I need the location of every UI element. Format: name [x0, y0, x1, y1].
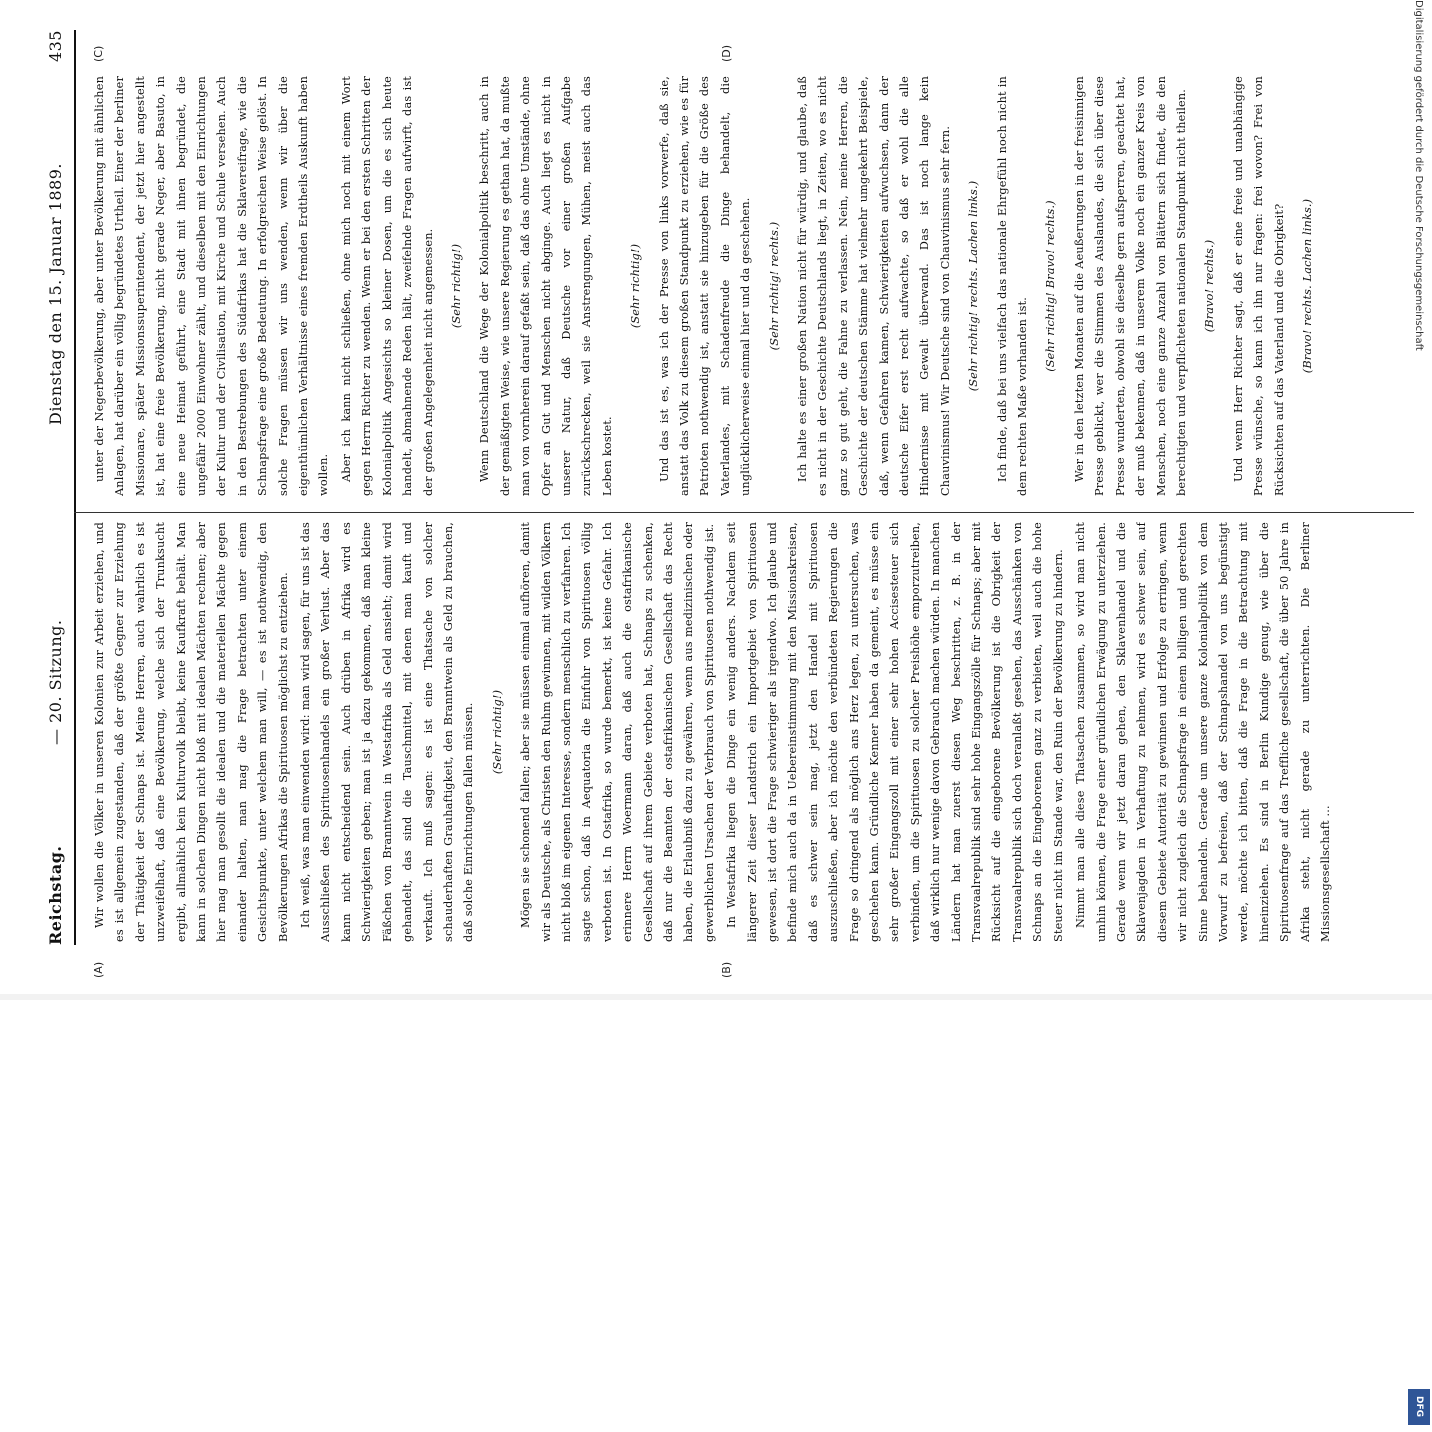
left-paragraph: Wir wollen die Völker in unseren Kolonien zur Arbeit erziehen, und es ist allgemein zugestanden, daß der größte Gegner zur Erziehung der Thätigkeit der Schnaps ist. Meine Herren, auch wahrlich es ist unzweifelhaft, daß eine Bevölkerung, welche sich der Trunksucht ergibt, allmählich kein Kulturvolk bleibt, keine Kaufkraft behält. Man kann in solchen Dingen nicht bloß mit idealen Mächten rechnen; aber hier mag man gesollt die idealen und die materiellen Mächte gegen einander halten, man mag die Frage betrachten unter einem Gesichtspunkte, unter welchem man will, — es ist nothwendig, den Bevölkerungen Afrikas die Spirituosen möglichst zu entziehen.: [93, 522, 290, 942]
left-paragraph: In Westafrika liegen die Dinge ein wenig anders. Nachdem seit längerer Zeit dieser Landstrich ein Importgebiet von Spirituosen gewesen, ist dort die Frage schwieriger als irgendwo. Ich glaube und befinde mich auch da in Uebereinstimmung mit den Missionskreisen, daß es schwer sein mag, jetzt den Handel mit Spirituosen auszuschließen, aber ich möchte den verbündeten Regierungen die Frage so dringend als möglich ans Herz legen, zu untersuchen, was geschehen kann. Gründliche Kenner haben da gemeint, es müsse ein sehr großer Eingangszoll mit einer sehr hohen Accisesteuer sich verbinden, um die Spirituosen zu solcher Preishöhe emporzutreiben, daß wirklich nur wenige davon Gebrauch machen würden. In manchen Ländern hat man zuerst diesen Weg beschritten, z. B. in der Transvaalrepublik sind sehr hohe Eingangszölle für Schnaps; aber mit Rücksicht auf die eingeborene Bevölkerung ist die Obrigkeit der Transvaalrepublik sich doch veranlaßt gesehen, das Ausschänken von Schnaps an die Eingeborenen ganz zu verbieten, weil auch die hohe Steuer nicht im Stande war, den Ruin der Bevölkerung zu hindern.: [725, 522, 1065, 942]
header-date: Dienstag den 15. Januar 1889.: [46, 163, 65, 425]
margin-marker-d: (D): [720, 44, 733, 62]
right-interjection: (Sehr richtig! rechts. Lachen links.): [967, 180, 981, 392]
right-paragraph: Aber ich kann nicht schließen, ohne mich noch mit einem Wort gegen Herrn Richter zu wenden. Wenn er bei den ersten Schritten der Kolonialpolitik Angesichts so kleiner Dosen, um die es sich heute handelt, abmahnende Reden hält, zweifelnde Fragen aufwirft, das ist der großen Angelegenheit nicht angemessen.: [339, 76, 435, 496]
column-divider: [74, 512, 1414, 513]
right-interjection: (Bravo! rechts.): [1203, 239, 1217, 333]
header-title: Reichstag.: [46, 845, 65, 945]
digitization-strip: [1400, 0, 1432, 1432]
right-interjection: (Sehr richtig! rechts.): [767, 221, 781, 351]
right-paragraph: Wenn Deutschland die Wege der Kolonialpolitik beschritt, auch in der gemäßigten Weise, wie unsere Regierung es gethan hat, da mußte man von vornherein darauf gefaßt sein, daß das ohne Umstände, ohne Opfer an Gut und Menschen nicht abginge. Auch liegt es nicht in unserer Natur, daß Deutsche vor einer großen Aufgabe zurückschrecken, weil sie Anstrengungen, Mühen, meist auch das Leben kostet.: [478, 76, 614, 496]
margin-marker-a: (A): [92, 961, 105, 978]
right-paragraph: Ich finde, daß bei uns vielfach das nationale Ehrgefühl noch nicht in dem rechten Maße vorhanden ist.: [995, 76, 1030, 496]
right-interjection: (Sehr richtig!): [629, 243, 643, 329]
right-paragraph: Ich halte es einer großen Nation nicht für würdig, und glaube, daß es nicht in der Geschichte Deutschlands liegt, in Zeiten, wo es nicht ganz so gut geht, die Fahne zu verlassen. Nein, meine Herren, die Geschichte der deutschen Stämme hat vielmehr umgekehrt Beispiele, daß, wenn Gefahren kamen, Schwierigkeiten aufwuchsen, dann der deutsche Eifer erst recht aufwachte, so daß er wohl die alle Hindernisse mit Gewalt überwand. Das ist noch lange kein Chauvinismus! Wir Deutsche sind von Chauvinismus sehr fern.: [796, 76, 952, 496]
margin-marker-b: (B): [720, 961, 733, 978]
right-paragraph: unter der Negerbevölkerung, aber unter Bevölkerung mit ähnlichen Anlagen, hat darüber ein völlig begründetes Urtheil. Einer der berliner Missionare, später Missionssuperintendent, der jetzt hier angestellt ist, hat eine freie Bevölkerung, nicht gerade Neger, aber Basuto, in eine neue Heimat geführt, eine Stadt mit ihnen begründet, die ungefähr 2000 Einwohner zählt, und dieselben mit den Einrichtungen der Kultur und der Civilisation, mit Kirche und Schule versehen. Auch in den Bestrebungen des Südafrikas hat die Sklavereifrage, wie die Schnapsfrage eine große Bedeutung. In erfolgreichen Weise gelöst. In solche Fragen müssen wir uns wenden, wenn wir über die eigenthümlichen Verhältnisse eines fremden Erdtheils Auskunft haben wollen.: [93, 76, 331, 496]
left-paragraph: Mögen sie schonend fallen; aber sie müssen einmal aufhören, damit wir als Deutsche, als Christen den Ruhm gewinnen, mit wilden Völkern nicht bloß im eigenen Interesse, sondern menschlich zu verfahren. Ich sagte schon, daß in Aequatoria die Einfuhr von Spirituosen völlig verboten ist. In Ostafrika, so wurde bemerkt, ist keine Gefahr. Ich erinnere Herrn Woermann daran, daß auch die ostafrikanische Gesellschaft auf ihrem Gebiete verboten hat, Schnaps zu schenken, daß nur die Beamten der ostafrikanischen Gesellschaft das Recht haben, die Erlaubniß dazu zu gewähren, wenn aus medizinischen oder gewerblichen Ursachen der Verbrauch von Spirituosen nothwendig ist.: [519, 522, 716, 942]
right-interjection: (Bravo! rechts. Lachen links.): [1300, 198, 1314, 374]
left-paragraph: Nimmt man alle diese Thatsachen zusammen, so wird man nicht umhin können, die Frage einer gründlichen Erwägung zu unterziehen. Gerade wenn wir jetzt daran gehen, den Sklavenhandel und die Sklavenjagden in Verhaftung zu nehmen, wird es schwer sein, auf diesem Gebiete Autorität zu gewinnen und Erfolge zu erringen, wenn wir nicht zugleich die Schnapsfrage in einem billigen und gerechten Sinne behandeln. Gerade um unsere ganze Kolonialpolitik von dem Vorwurf zu befreien, daß der Schnapshandel von uns begünstigt werde, möchte ich bitten, daß die Frage in die Betrachtung mit hineinziehen. Es sind in Berlin Kundige genug, wie über die Spirituosenfrage auf das Treffliche gesellschaft, die über 50 Jahre in Afrika steht, nicht gerade zu unterrichten. Die Berliner Missionsgesellschaft ...: [1074, 522, 1332, 942]
page-number: 435: [46, 30, 65, 63]
right-paragraph: Und wenn Herr Richter sagt, daß er eine freie und unabhängige Presse wünsche, so kann ich ihn nur fragen: frei wovon? Frei von Rücksichten auf das Vaterland und die Obrigkeit?: [1231, 76, 1286, 496]
left-column: [90, 522, 1410, 942]
left-interjection: (Sehr richtig!): [490, 689, 504, 775]
right-interjection: (Sehr richtig! Bravo! rechts.): [1044, 200, 1058, 372]
dfg-logo: DFG: [1408, 1389, 1430, 1425]
scan-edge: [0, 994, 1432, 1000]
left-paragraph: Ich weiß, was man einwenden wird: man wird sagen, für uns ist das Ausschließen des Spirituosenhandels ein großer Verlust. Aber das kann nicht entscheidend sein. Auch drüben in Afrika wird es Schwierigkeiten geben; man ist ja dazu gekommen, daß man kleine Fäßchen von Branntwein in Westafrika als Geld ansieht; damit wird gehandelt, das sind die Tauschmittel, mit denen man kauft und verkauft. Ich muß sagen: es ist eine Thatsache von solcher schauderhaften Grauhaftigkeit, den Branntwein als Geld zu brauchen, daß solche Einrichtungen fallen müssen.: [299, 522, 476, 942]
right-column: [90, 76, 1410, 496]
right-paragraph: Und das ist es, was ich der Presse von links vorwerfe, daß sie, anstatt das Volk zu diesem großen Standpunkt zu erziehen, wie es für Patrioten nothwendig ist, anstatt sie hinzugeben für die Größe des Vaterlandes, mit Schadenfreude die Dinge behandelt, die unglücklicherweise einmal hier und da geschehen.: [657, 76, 753, 496]
right-paragraph: Wer in den letzten Monaten auf die Aeußerungen in der freisinnigen Presse geblickt, wer die Stimmen des Auslandes, die sich über diese Presse wunderten, obwohl sie dieselbe gern aufsperren, geachtet hat, der muß bekennen, daß in unserem Volke noch ein ganzer Kreis von Menschen, noch eine ganze Anzahl von Blättern sich findet, die den berechtigten und verpflichteten nationalen Standpunkt nicht theilen.: [1072, 76, 1188, 496]
digitization-note: Digitalisierung gefördert durch die Deutsche Forschungsgemeinschaft: [1413, 0, 1424, 351]
right-interjection: (Sehr richtig!): [449, 243, 463, 329]
margin-marker-c: (C): [92, 45, 105, 62]
header-rule: [74, 30, 76, 945]
header-session: — 20. Sitzung.: [46, 619, 65, 745]
